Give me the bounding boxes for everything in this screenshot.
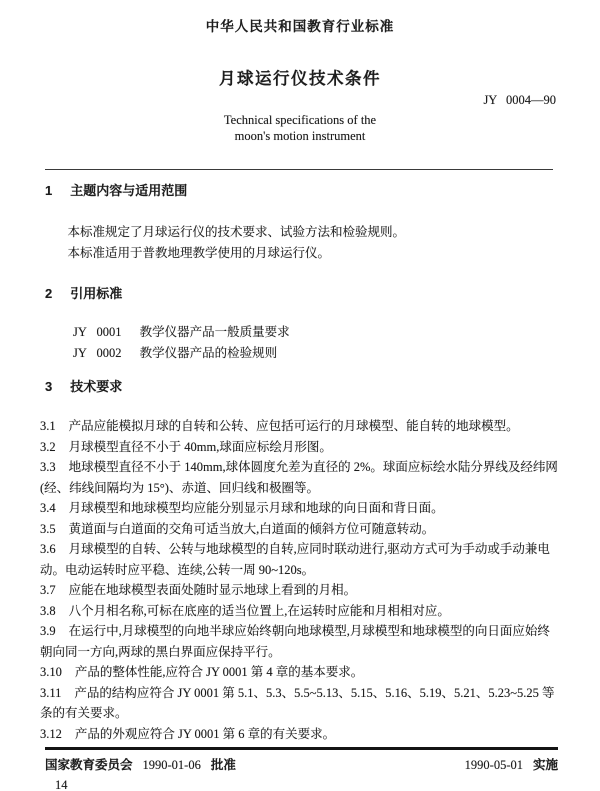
footer-divider [45,747,558,750]
clause-number: 3.6 [40,542,56,556]
clause-3-7 [40,580,560,601]
approval-left [45,757,236,774]
clause-number: 3.8 [40,603,56,618]
reference-item [73,343,560,364]
implement-label: 实施 [532,758,558,772]
clause-number: 3.1 [40,419,56,433]
clause-number: 3.5 [40,521,56,536]
reference-code: JY 0002 [73,346,122,360]
implement-date: 1990-05-01 [464,758,523,772]
clause-number: 3.2 [40,439,56,454]
reference-title: 教学仪器产品的检验规则 [139,346,278,360]
implementation-right [465,757,558,774]
clause-3-12 [40,724,560,745]
clause-text: 在运行中,月球模型的向地半球应始终朝向地球模型,月球模型和地球模型的向日面应始终朝向同一方向,两球的黑白界面应保持平行。 [40,624,550,659]
clause-list [40,416,560,744]
clause-text: 黄道面与白道面的交角可适当放大,白道面的倾斜方位可随意转动。 [68,521,435,536]
clause-3-9 [40,621,560,662]
clause-3-3 [40,457,560,498]
clause-3-10 [40,662,560,683]
section-3-number: 3 [45,379,53,394]
section-2-number: 2 [45,286,53,301]
section-1-number: 1 [45,183,53,198]
reference-code: JY 0001 [73,325,122,339]
clause-3-11 [40,683,560,724]
clause-number: 3.7 [40,583,56,597]
section-2-title: 引用标准 [70,286,123,301]
standard-code: JY 0004—90 [483,93,556,107]
section-2-heading [45,286,560,302]
english-title-line1: Technical specifications of the [223,113,377,127]
clause-text: 月球模型直径不小于 40mm,球面应标绘月形图。 [68,439,332,454]
clause-text: 地球模型直径不小于 140mm,球体圆度允差为直径的 2%。球面应标绘水陆分界线及经纬网(经、纬线间隔均为 15°)、赤道、回归线和极圈等。 [40,460,558,495]
clause-text: 产品的结构应符合 JY 0001 第 5.1、5.3、5.5~5.13、5.15、5.16、5.19、5.21、5.23~5.25 等条的有关要求。 [40,685,555,720]
clause-text: 产品的外观应符合 JY 0001 第 6 章的有关要求。 [74,726,336,741]
clause-number: 3.12 [40,726,62,741]
clause-text: 月球模型的自转、公转与地球模型的自转,应同时联动进行,驱动方式可为手动或手动兼电动。电动运转时应平稳、连续,公转一周 90~120s。 [40,542,550,577]
english-title-line2: moon's motion instrument [234,129,366,143]
reference-title: 教学仪器产品一般质量要求 [139,325,290,339]
clause-text: 八个月相名称,可标在底座的适当位置上,在运转时应能和月相相对应。 [68,603,450,618]
clause-number: 3.11 [40,685,62,700]
section-1-title: 主题内容与适用范围 [70,183,188,198]
section-3-heading [45,379,560,395]
clause-text: 应能在地球模型表面处随时显示地球上看到的月相。 [68,583,357,597]
page-number: 14 [55,778,68,791]
clause-number: 3.4 [40,501,56,515]
clause-3-1 [40,416,560,437]
approve-date: 1990-01-06 [142,758,201,772]
section-3-title: 技术要求 [70,379,123,394]
approval-footer [45,757,558,774]
reference-list [40,322,560,364]
approver-name: 国家教育委员会 [45,758,133,772]
standard-type-heading: 中华人民共和国教育行业标准 [205,19,395,34]
header-divider [45,169,553,170]
clause-3-6 [40,539,560,580]
approve-label: 批准 [210,758,236,772]
section-1-heading [45,183,560,199]
clause-number: 3.10 [40,665,62,679]
clause-text: 产品应能模拟月球的自转和公转、应包括可运行的月球模型、能自转的地球模型。 [68,419,519,433]
paragraph: 本标准适用于普教地理教学使用的月球运行仪。 [67,245,331,260]
clause-3-8 [40,601,560,622]
document-title: 月球运行仪技术条件 [219,70,381,88]
clause-text: 产品的整体性能,应符合 JY 0001 第 4 章的基本要求。 [74,665,364,679]
clause-3-2 [40,437,560,458]
reference-item [73,322,560,343]
paragraph: 本标准规定了月球运行仪的技术要求、试验方法和检验规则。 [67,225,406,239]
section-1-body [40,222,560,263]
clause-3-5 [40,519,560,540]
clause-text: 月球模型和地球模型均应能分别显示月球和地球的向日面和背日面。 [68,501,444,515]
clause-3-4 [40,498,560,519]
clause-number: 3.3 [40,460,56,474]
clause-number: 3.9 [40,624,56,638]
